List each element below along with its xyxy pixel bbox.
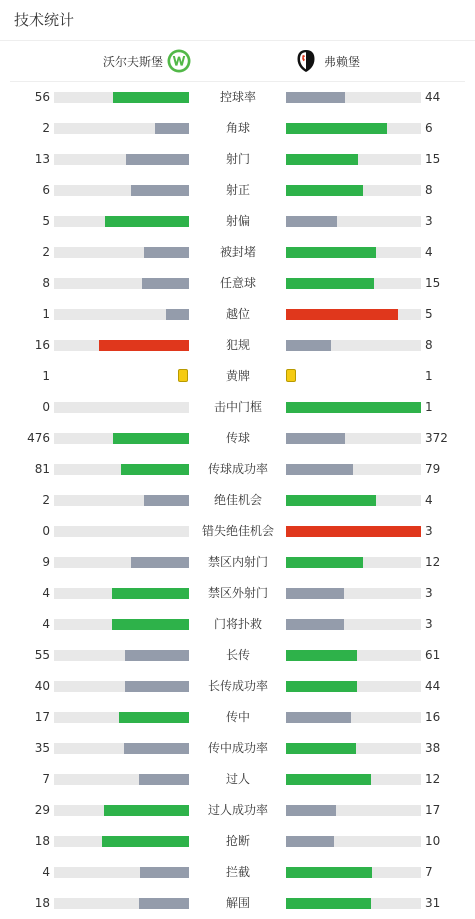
away-stat-bar-fill bbox=[286, 526, 421, 537]
stat-row bbox=[0, 826, 475, 857]
stat-label: 过人 bbox=[225, 772, 250, 786]
home-stat-bar-track bbox=[54, 867, 189, 878]
away-stat-bar-fill bbox=[286, 278, 374, 289]
page-title: 技术统计 bbox=[14, 11, 75, 29]
away-stat-bar-track bbox=[286, 805, 421, 816]
home-stat-value: 4 bbox=[42, 586, 50, 600]
away-stat-value: 3 bbox=[425, 586, 433, 600]
stat-label: 黄牌 bbox=[225, 369, 250, 383]
away-stat-bar-track bbox=[286, 743, 421, 754]
stat-row bbox=[0, 299, 475, 330]
home-stat-value: 7 bbox=[42, 772, 50, 786]
stat-label: 解围 bbox=[225, 896, 250, 910]
stat-label: 射偏 bbox=[225, 214, 250, 228]
home-stat-value: 81 bbox=[34, 462, 50, 476]
away-stat-bar-fill bbox=[286, 154, 358, 165]
away-stat-bar-track bbox=[286, 588, 421, 599]
away-stat-bar-fill bbox=[286, 247, 376, 258]
home-stat-bar-track bbox=[54, 743, 189, 754]
away-stat-bar-fill bbox=[286, 433, 345, 444]
away-stat-bar-track bbox=[286, 898, 421, 909]
stat-label: 越位 bbox=[225, 307, 250, 321]
away-stat-bar-track bbox=[286, 650, 421, 661]
stat-label: 被封堵 bbox=[219, 245, 256, 259]
home-stat-bar-fill bbox=[142, 278, 189, 289]
home-stat-bar-track bbox=[54, 402, 189, 413]
teams-header bbox=[0, 41, 475, 81]
home-stat-bar-fill bbox=[113, 92, 189, 103]
home-stat-value: 56 bbox=[34, 90, 50, 104]
home-stat-bar-track bbox=[54, 898, 189, 909]
home-stat-bar-track bbox=[54, 154, 189, 165]
home-stat-value: 5 bbox=[42, 214, 50, 228]
home-stat-bar-track bbox=[54, 712, 189, 723]
stat-label: 拦截 bbox=[225, 865, 250, 879]
away-stat-bar-fill bbox=[286, 681, 357, 692]
away-stat-bar-fill bbox=[286, 619, 344, 630]
home-stat-bar-fill bbox=[104, 805, 189, 816]
away-stat-bar-track bbox=[286, 557, 421, 568]
away-stat-value: 16 bbox=[425, 710, 441, 724]
away-stat-bar-fill bbox=[286, 805, 336, 816]
away-stat-value: 15 bbox=[425, 276, 441, 290]
home-stat-bar-track bbox=[54, 588, 189, 599]
stat-label: 犯规 bbox=[225, 338, 250, 352]
stat-row bbox=[0, 702, 475, 733]
home-stat-value: 55 bbox=[34, 648, 50, 662]
away-stat-bar-fill bbox=[286, 650, 357, 661]
away-stat-value: 38 bbox=[425, 741, 441, 755]
stat-label: 传中成功率 bbox=[207, 741, 268, 755]
home-stat-bar-fill bbox=[125, 650, 189, 661]
away-stat-bar-fill bbox=[286, 402, 421, 413]
home-stat-bar-track bbox=[54, 92, 189, 103]
away-stat-bar-track bbox=[286, 836, 421, 847]
away-stat-bar-fill bbox=[286, 185, 363, 196]
home-stat-bar-fill bbox=[119, 712, 189, 723]
stat-label: 错失绝佳机会 bbox=[201, 524, 274, 538]
away-stat-bar-fill bbox=[286, 743, 356, 754]
away-team-name: 弗赖堡 bbox=[324, 54, 361, 69]
home-stat-value: 18 bbox=[34, 834, 50, 848]
stat-label: 绝佳机会 bbox=[213, 493, 262, 507]
home-stat-value: 6 bbox=[42, 183, 50, 197]
away-stat-value: 44 bbox=[425, 679, 441, 693]
away-stat-bar-fill bbox=[286, 867, 372, 878]
wolfsburg-logo-icon bbox=[167, 49, 191, 73]
away-stat-bar-track bbox=[286, 464, 421, 475]
away-stat-bar-fill bbox=[286, 495, 376, 506]
stat-row bbox=[0, 764, 475, 795]
stat-list bbox=[0, 82, 475, 919]
stat-label: 禁区外射门 bbox=[207, 586, 268, 600]
stat-row bbox=[0, 330, 475, 361]
away-stat-value: 3 bbox=[425, 524, 433, 538]
home-stat-bar-track bbox=[54, 836, 189, 847]
home-stat-bar-fill bbox=[121, 464, 189, 475]
stat-label: 射正 bbox=[225, 183, 250, 197]
away-stat-value: 61 bbox=[425, 648, 441, 662]
away-stat-bar-track bbox=[286, 619, 421, 630]
home-stat-bar-fill bbox=[126, 154, 189, 165]
away-stat-bar-fill bbox=[286, 123, 387, 134]
home-stat-value: 476 bbox=[27, 431, 50, 445]
freiburg-logo-icon bbox=[294, 49, 318, 73]
home-stat-bar-fill bbox=[105, 216, 189, 227]
stat-label: 击中门框 bbox=[213, 400, 262, 414]
home-stat-bar-track bbox=[54, 278, 189, 289]
home-stat-bar-fill bbox=[125, 681, 189, 692]
stat-row bbox=[0, 206, 475, 237]
away-stat-value: 1 bbox=[425, 400, 433, 414]
home-stat-bar-fill bbox=[102, 836, 189, 847]
away-stat-bar-track bbox=[286, 495, 421, 506]
away-stat-bar-track bbox=[286, 712, 421, 723]
stat-label: 传中 bbox=[225, 710, 250, 724]
stat-label: 门将扑救 bbox=[213, 617, 262, 631]
home-stat-bar-track bbox=[54, 309, 189, 320]
away-stat-value: 8 bbox=[425, 183, 433, 197]
away-stat-value: 17 bbox=[425, 803, 441, 817]
stat-row bbox=[0, 175, 475, 206]
home-stat-bar-track bbox=[54, 216, 189, 227]
home-stat-value: 0 bbox=[42, 524, 50, 538]
home-yellow-card-icon bbox=[178, 369, 188, 382]
stat-row bbox=[0, 268, 475, 299]
home-stat-bar-track bbox=[54, 681, 189, 692]
stat-label: 控球率 bbox=[219, 90, 256, 104]
home-stat-value: 29 bbox=[34, 803, 50, 817]
away-stat-bar-track bbox=[286, 681, 421, 692]
home-stat-bar-track bbox=[54, 340, 189, 351]
home-stat-value: 4 bbox=[42, 865, 50, 879]
away-stat-value: 3 bbox=[425, 214, 433, 228]
home-stat-bar-fill bbox=[131, 185, 189, 196]
stat-row bbox=[0, 640, 475, 671]
away-stat-bar-track bbox=[286, 340, 421, 351]
away-stat-bar-fill bbox=[286, 557, 363, 568]
home-stat-bar-fill bbox=[99, 340, 189, 351]
away-stat-value: 8 bbox=[425, 338, 433, 352]
home-stat-bar-track bbox=[54, 433, 189, 444]
stat-label: 传球 bbox=[225, 431, 250, 445]
away-stat-value: 15 bbox=[425, 152, 441, 166]
away-stat-value: 44 bbox=[425, 90, 441, 104]
stat-label: 传球成功率 bbox=[207, 462, 268, 476]
away-stat-bar-fill bbox=[286, 340, 331, 351]
away-stat-bar-track bbox=[286, 92, 421, 103]
away-stat-bar-fill bbox=[286, 92, 345, 103]
stat-row bbox=[0, 392, 475, 423]
stat-row bbox=[0, 516, 475, 547]
home-stat-bar-track bbox=[54, 619, 189, 630]
stat-label: 过人成功率 bbox=[207, 803, 268, 817]
home-stat-bar-fill bbox=[112, 619, 189, 630]
away-stat-bar-track bbox=[286, 526, 421, 537]
away-stat-bar-fill bbox=[286, 712, 351, 723]
stat-row bbox=[0, 671, 475, 702]
away-stat-value: 6 bbox=[425, 121, 433, 135]
away-stat-bar-fill bbox=[286, 464, 353, 475]
home-stat-bar-fill bbox=[113, 433, 189, 444]
away-stat-bar-track bbox=[286, 309, 421, 320]
away-stat-bar-track bbox=[286, 278, 421, 289]
stat-label: 抢断 bbox=[225, 834, 250, 848]
away-stat-value: 5 bbox=[425, 307, 433, 321]
home-stat-bar-track bbox=[54, 247, 189, 258]
away-stat-bar-fill bbox=[286, 836, 334, 847]
home-stat-value: 4 bbox=[42, 617, 50, 631]
away-stat-bar-fill bbox=[286, 309, 398, 320]
away-stat-value: 79 bbox=[425, 462, 441, 476]
home-team[interactable] bbox=[103, 41, 191, 81]
home-stat-bar-fill bbox=[144, 247, 189, 258]
away-stat-value: 1 bbox=[425, 369, 433, 383]
stat-row bbox=[0, 733, 475, 764]
stat-row bbox=[0, 547, 475, 578]
away-stat-value: 372 bbox=[425, 431, 448, 445]
stat-row bbox=[0, 361, 475, 392]
stat-label: 任意球 bbox=[219, 276, 256, 290]
stat-row bbox=[0, 423, 475, 454]
away-stat-bar-fill bbox=[286, 898, 371, 909]
home-stat-bar-fill bbox=[144, 495, 189, 506]
home-stat-value: 16 bbox=[34, 338, 50, 352]
stat-row bbox=[0, 237, 475, 268]
home-stat-value: 40 bbox=[34, 679, 50, 693]
stat-row bbox=[0, 578, 475, 609]
home-stat-bar-track bbox=[54, 123, 189, 134]
stat-row bbox=[0, 485, 475, 516]
stat-row bbox=[0, 888, 475, 919]
home-stat-value: 2 bbox=[42, 121, 50, 135]
home-stat-bar-track bbox=[54, 495, 189, 506]
away-stat-value: 12 bbox=[425, 555, 441, 569]
away-stat-bar-fill bbox=[286, 774, 371, 785]
away-stat-bar-track bbox=[286, 123, 421, 134]
home-stat-value: 9 bbox=[42, 555, 50, 569]
home-stat-bar-fill bbox=[139, 898, 189, 909]
home-stat-value: 35 bbox=[34, 741, 50, 755]
away-stat-value: 4 bbox=[425, 245, 433, 259]
away-stat-bar-track bbox=[286, 185, 421, 196]
stat-row bbox=[0, 454, 475, 485]
stat-row bbox=[0, 795, 475, 826]
stat-label: 角球 bbox=[225, 121, 250, 135]
home-stat-bar-fill bbox=[140, 867, 189, 878]
stat-row bbox=[0, 144, 475, 175]
home-stat-bar-fill bbox=[139, 774, 189, 785]
home-stat-bar-track bbox=[54, 185, 189, 196]
away-stat-bar-fill bbox=[286, 216, 337, 227]
home-stat-bar-track bbox=[54, 774, 189, 785]
home-stat-value: 1 bbox=[42, 369, 50, 383]
away-stat-value: 7 bbox=[425, 865, 433, 879]
stat-row bbox=[0, 82, 475, 113]
away-stat-value: 12 bbox=[425, 772, 441, 786]
away-stat-bar-track bbox=[286, 774, 421, 785]
stat-label: 射门 bbox=[225, 152, 250, 166]
away-stat-bar-track bbox=[286, 867, 421, 878]
home-stat-value: 13 bbox=[34, 152, 50, 166]
away-stat-bar-track bbox=[286, 154, 421, 165]
home-stat-value: 8 bbox=[42, 276, 50, 290]
stat-label: 长传 bbox=[225, 648, 250, 662]
home-stat-bar-track bbox=[54, 650, 189, 661]
away-stat-bar-track bbox=[286, 433, 421, 444]
home-stat-value: 18 bbox=[34, 896, 50, 910]
away-stat-value: 31 bbox=[425, 896, 441, 910]
stat-row bbox=[0, 113, 475, 144]
home-stat-bar-track bbox=[54, 526, 189, 537]
home-stat-value: 0 bbox=[42, 400, 50, 414]
away-stat-value: 10 bbox=[425, 834, 441, 848]
home-stat-value: 2 bbox=[42, 245, 50, 259]
home-stat-bar-fill bbox=[131, 557, 189, 568]
home-stat-value: 17 bbox=[34, 710, 50, 724]
home-team-name: 沃尔夫斯堡 bbox=[103, 54, 164, 69]
home-stat-bar-fill bbox=[112, 588, 189, 599]
away-stat-value: 4 bbox=[425, 493, 433, 507]
home-stat-bar-fill bbox=[124, 743, 189, 754]
home-stat-bar-track bbox=[54, 464, 189, 475]
home-stat-value: 1 bbox=[42, 307, 50, 321]
away-stat-bar-fill bbox=[286, 588, 344, 599]
away-yellow-card-icon bbox=[286, 369, 296, 382]
home-stat-bar-fill bbox=[155, 123, 189, 134]
away-stat-value: 3 bbox=[425, 617, 433, 631]
away-team[interactable] bbox=[294, 41, 360, 81]
stat-label: 禁区内射门 bbox=[207, 555, 268, 569]
home-stat-bar-track bbox=[54, 557, 189, 568]
home-stat-bar-fill bbox=[166, 309, 189, 320]
home-stat-bar-track bbox=[54, 805, 189, 816]
stat-row bbox=[0, 857, 475, 888]
stat-row bbox=[0, 609, 475, 640]
away-stat-bar-track bbox=[286, 216, 421, 227]
home-stat-value: 2 bbox=[42, 493, 50, 507]
away-stat-bar-track bbox=[286, 247, 421, 258]
away-stat-bar-track bbox=[286, 402, 421, 413]
stat-label: 长传成功率 bbox=[207, 679, 268, 693]
